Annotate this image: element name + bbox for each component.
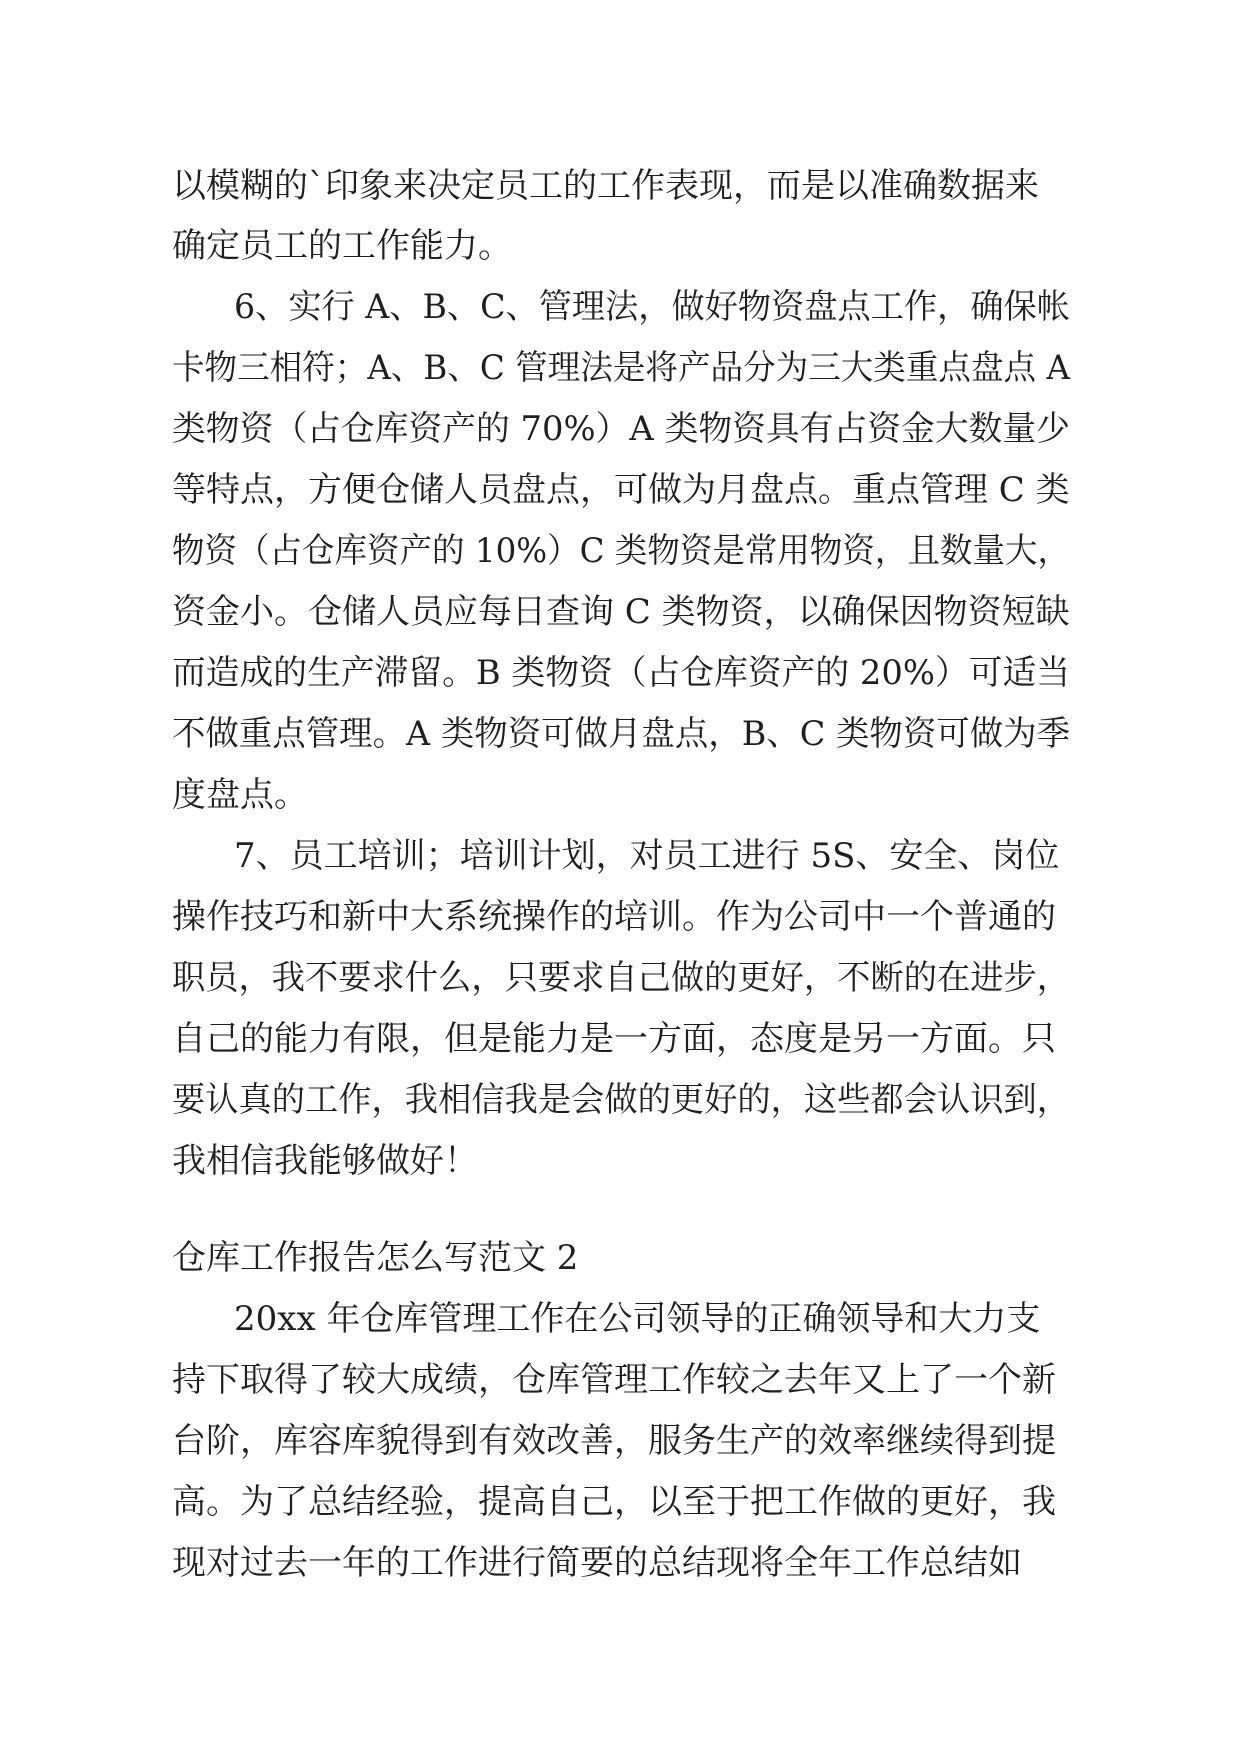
text-line: 高。为了总结经验，提高自己，以至于把工作做的更好，我	[172, 1482, 1056, 1522]
text-line: 台阶，库容库貌得到有效改善，服务生产的效率继续得到提	[172, 1421, 1056, 1461]
text-line: 持下取得了较大成绩，仓库管理工作较之去年又上了一个新	[172, 1360, 1056, 1400]
text-line: 卡物三相符；A、B、C 管理法是将产品分为三大类重点盘点 A	[172, 348, 1070, 388]
text-line: 7、员工培训；培训计划，对员工进行 5S、安全、岗位	[234, 836, 1060, 876]
text-line: 物资（占仓库资产的 10%）C 类物资是常用物资，且数量大，	[172, 531, 1070, 571]
text-line: 现对过去一年的工作进行简要的总结现将全年工作总结如	[172, 1543, 1022, 1583]
text-line: 自己的能力有限，但是能力是一方面，态度是另一方面。只	[172, 1019, 1056, 1059]
section-heading: 仓库工作报告怎么写范文 2	[172, 1238, 579, 1278]
text-line: 操作技巧和新中大系统操作的培训。作为公司中一个普通的	[172, 897, 1056, 937]
text-line: 我相信我能够做好！	[172, 1141, 478, 1181]
text-line: 不做重点管理。A 类物资可做月盘点，B、C 类物资可做为季	[172, 714, 1071, 754]
text-line: 类物资（占仓库资产的 70%）A 类物资具有占资金大数量少	[172, 409, 1070, 449]
text-line: 而造成的生产滞留。B 类物资（占仓库资产的 20%）可适当	[172, 653, 1071, 693]
text-line: 资金小。仓储人员应每日查询 C 类物资，以确保因物资短缺	[172, 592, 1070, 632]
text-line: 度盘点。	[172, 775, 308, 815]
text-line: 以模糊的`印象来决定员工的工作表现，而是以准确数据来	[172, 166, 1039, 206]
text-line: 要认真的工作，我相信我是会做的更好的，这些都会认识到，	[172, 1080, 1070, 1120]
text-line: 确定员工的工作能力。	[172, 226, 512, 266]
text-line: 6、实行 A、B、C、管理法，做好物资盘点工作，确保帐	[234, 287, 1070, 327]
text-line: 20xx 年仓库管理工作在公司领导的正确领导和大力支	[234, 1299, 1041, 1339]
text-line: 等特点，方便仓储人员盘点，可做为月盘点。重点管理 C 类	[172, 470, 1070, 510]
text-line: 职员，我不要求什么，只要求自己做的更好，不断的在进步，	[172, 958, 1070, 998]
